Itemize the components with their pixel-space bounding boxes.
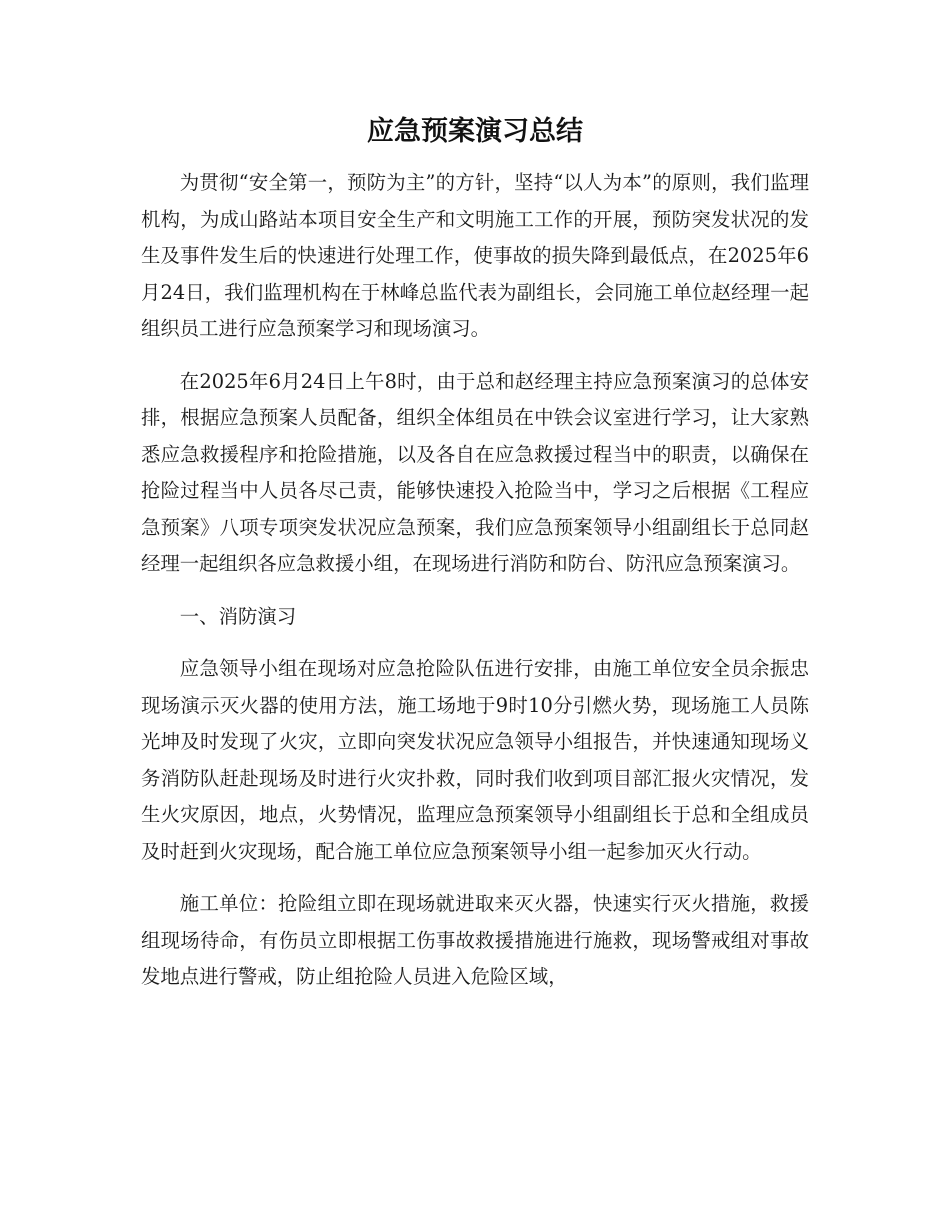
fire-drill-paragraph: 应急领导小组在现场对应急抢险队伍进行安排，由施工单位安全员余振忠现场演示灭火器的使用方法，施工场地于9时10分引燃火势，现场施工人员陈光坤及时发现了火灾，立即向突发状况应急领导小组报告，并快速通知现场义务消防队赶赴现场及时进行火灾扑救，同时我们收到项目部汇报火灾情况，发生火灾原因，地点，火势情况，监理应急预案领导小组副组长于总和全组成员及时赶到火灾现场，配合施工单位应急预案领导小组一起参加灭火行动。 bbox=[141, 657, 809, 863]
intro-paragraph: 为贯彻“安全第一，预防为主”的方针，坚持“以人为本”的原则，我们监理机构，为成山路站本项目安全生产和文明施工工作的开展，预防突发状况的发生及事件发生后的快速进行处理工作，使事故的损失降到最低点，在2025年6月24日，我们监理机构在于林峰总监代表为副组长，会同施工单位赵经理一起组织员工进行应急预案学习和现场演习。 bbox=[141, 171, 809, 340]
document-title: 应急预案演习总结 bbox=[367, 116, 583, 147]
construction-unit-paragraph: 施工单位：抢险组立即在现场就进取来灭火器，快速实行灭火措施，救援组现场待命，有伤员立即根据工伤事故救援措施进行施救，现场警戒组对事故发地点进行警戒，防止组抢险人员进入危险区域， bbox=[141, 892, 809, 988]
document-body bbox=[141, 165, 809, 996]
section-heading: 一、消防演习 bbox=[179, 604, 297, 628]
schedule-paragraph: 在2025年6月24日上午8时，由于总和赵经理主持应急预案演习的总体安排，根据应急预案人员配备，组织全体组员在中铁会议室进行学习，让大家熟悉应急救援程序和抢险措施，以及各自在应急救援过程当中的职责，以确保在抢险过程当中人员各尽己责，能够快速投入抢险当中，学习之后根据《工程应急预案》八项专项突发状况应急预案，我们应急预案领导小组副组长于总同赵经理一起组织各应急救援小组，在现场进行消防和防台、防汛应急预案演习。 bbox=[141, 369, 809, 575]
